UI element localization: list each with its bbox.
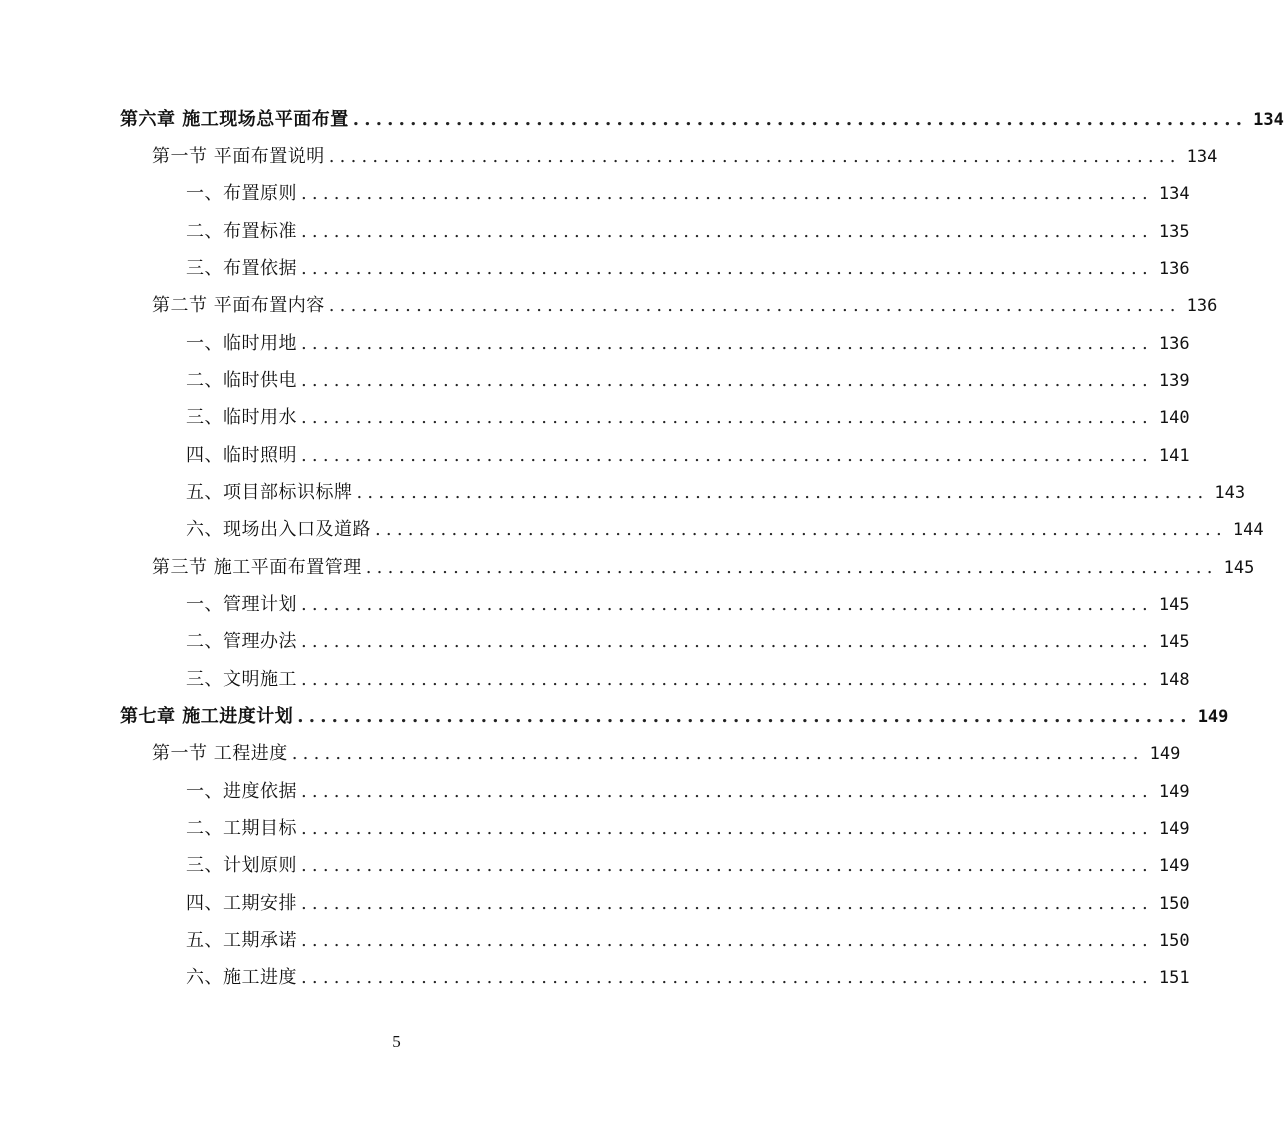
toc-entry-page: 150	[1158, 894, 1190, 914]
toc-entry-item[interactable]	[186, 330, 1190, 358]
toc-dot-leader: ..............................................................................	[356, 482, 1209, 503]
toc-entry-title: 五、工期承诺	[186, 930, 297, 951]
toc-entry-page: 140	[1158, 408, 1190, 428]
toc-entry-title: 一、临时用地	[186, 333, 297, 354]
toc-entry-item[interactable]	[186, 964, 1190, 992]
toc-dot-leader: ..............................................................................	[352, 109, 1248, 130]
toc-entry-page: 151	[1158, 968, 1190, 988]
toc-dot-leader: ..............................................................................	[301, 445, 1153, 466]
toc-dot-leader: ..............................................................................	[301, 631, 1153, 652]
toc-entry-title: 二、布置标准	[186, 221, 297, 242]
toc-entry-item[interactable]	[186, 666, 1190, 694]
toc-dot-leader: ..............................................................................	[291, 743, 1144, 764]
toc-entry-page: 134	[1158, 184, 1190, 204]
toc-entry-page: 141	[1158, 446, 1190, 466]
toc-entry-title: 一、进度依据	[186, 781, 297, 802]
toc-entry-title: 一、管理计划	[186, 594, 297, 615]
toc-entry-page: 143	[1214, 483, 1246, 503]
toc-dot-leader: ..............................................................................	[297, 706, 1192, 727]
toc-entry-chapter[interactable]	[120, 106, 1284, 134]
toc-entry-chapter[interactable]	[120, 703, 1229, 731]
toc-dot-leader: ..............................................................................	[301, 183, 1153, 204]
toc-entry-title: 三、布置依据	[186, 258, 297, 279]
toc-dot-leader: ..............................................................................	[301, 930, 1153, 951]
toc-entry-title: 四、工期安排	[186, 893, 297, 914]
toc-entry-title: 三、计划原则	[186, 855, 297, 876]
toc-entry-item[interactable]	[186, 516, 1264, 544]
toc-entry-title: 一、布置原则	[186, 183, 297, 204]
toc-dot-leader: ..............................................................................	[328, 295, 1181, 316]
toc-entry-page: 136	[1158, 259, 1190, 279]
toc-dot-leader: ..............................................................................	[301, 258, 1153, 279]
toc-entry-title: 第一节 工程进度	[152, 743, 288, 764]
toc-entry-title: 第六章 施工现场总平面布置	[120, 109, 349, 130]
toc-entry-section[interactable]	[152, 554, 1255, 582]
toc-entry-title: 第三节 施工平面布置管理	[152, 557, 362, 578]
toc-entry-page: 139	[1158, 371, 1190, 391]
toc-entry-page: 145	[1223, 558, 1255, 578]
toc-entry-title: 五、项目部标识标牌	[186, 482, 353, 503]
toc-dot-leader: ..............................................................................	[301, 967, 1153, 988]
toc-entry-item[interactable]	[186, 479, 1246, 507]
toc-entry-title: 六、施工进度	[186, 967, 297, 988]
toc-entry-item[interactable]	[186, 778, 1190, 806]
toc-entry-item[interactable]	[186, 852, 1190, 880]
toc-entry-page: 150	[1158, 931, 1190, 951]
toc-dot-leader: ..............................................................................	[328, 146, 1181, 167]
toc-entry-page: 136	[1158, 334, 1190, 354]
toc-entry-item[interactable]	[186, 404, 1190, 432]
toc-entry-item[interactable]	[186, 218, 1190, 246]
toc-entry-page: 134	[1186, 147, 1218, 167]
toc-entry-title: 二、临时供电	[186, 370, 297, 391]
toc-entry-item[interactable]	[186, 890, 1190, 918]
toc-entry-item[interactable]	[186, 442, 1190, 470]
toc-entry-item[interactable]	[186, 255, 1190, 283]
toc-entry-title: 第七章 施工进度计划	[120, 706, 294, 727]
toc-dot-leader: ..............................................................................	[301, 407, 1153, 428]
toc-dot-leader: ..............................................................................	[301, 893, 1153, 914]
toc-entry-page: 149	[1158, 819, 1190, 839]
toc-dot-leader: ..............................................................................	[365, 557, 1218, 578]
toc-entry-title: 二、工期目标	[186, 818, 297, 839]
toc-entry-page: 149	[1149, 744, 1181, 764]
toc-entry-page: 134	[1253, 110, 1284, 130]
toc-dot-leader: ..............................................................................	[375, 519, 1227, 540]
toc-entry-page: 144	[1232, 520, 1264, 540]
toc-entry-page: 149	[1158, 856, 1190, 876]
toc-dot-leader: ..............................................................................	[301, 818, 1153, 839]
toc-entry-page: 135	[1158, 222, 1190, 242]
toc-dot-leader: ..............................................................................	[301, 855, 1153, 876]
toc-entry-item[interactable]	[186, 180, 1190, 208]
toc-entry-item[interactable]	[186, 367, 1190, 395]
toc-entry-item[interactable]	[186, 628, 1190, 656]
toc-entry-section[interactable]	[152, 740, 1181, 768]
toc-entry-title: 二、管理办法	[186, 631, 297, 652]
toc-entry-page: 149	[1197, 707, 1229, 727]
toc-entry-page: 145	[1158, 595, 1190, 615]
toc-entry-title: 三、文明施工	[186, 669, 297, 690]
toc-dot-leader: ..............................................................................	[301, 333, 1153, 354]
toc-entry-title: 第一节 平面布置说明	[152, 146, 325, 167]
toc-entry-item[interactable]	[186, 927, 1190, 955]
toc-dot-leader: ..............................................................................	[301, 594, 1153, 615]
toc-entry-section[interactable]	[152, 292, 1218, 320]
toc-entry-page: 148	[1158, 670, 1190, 690]
toc-entry-page: 136	[1186, 296, 1218, 316]
toc-entry-title: 第二节 平面布置内容	[152, 295, 325, 316]
toc-dot-leader: ..............................................................................	[301, 370, 1153, 391]
toc-entry-item[interactable]	[186, 815, 1190, 843]
toc-entry-page: 149	[1158, 782, 1190, 802]
toc-entry-title: 四、临时照明	[186, 445, 297, 466]
toc-entry-page: 145	[1158, 632, 1190, 652]
toc-dot-leader: ..............................................................................	[301, 669, 1153, 690]
toc-entry-title: 三、临时用水	[186, 407, 297, 428]
toc-entry-title: 六、现场出入口及道路	[186, 519, 371, 540]
toc-dot-leader: ..............................................................................	[301, 221, 1153, 242]
toc-dot-leader: ..............................................................................	[301, 781, 1153, 802]
toc-entry-item[interactable]	[186, 591, 1190, 619]
toc-entry-section[interactable]	[152, 143, 1218, 171]
page-number: 5	[392, 1032, 401, 1051]
